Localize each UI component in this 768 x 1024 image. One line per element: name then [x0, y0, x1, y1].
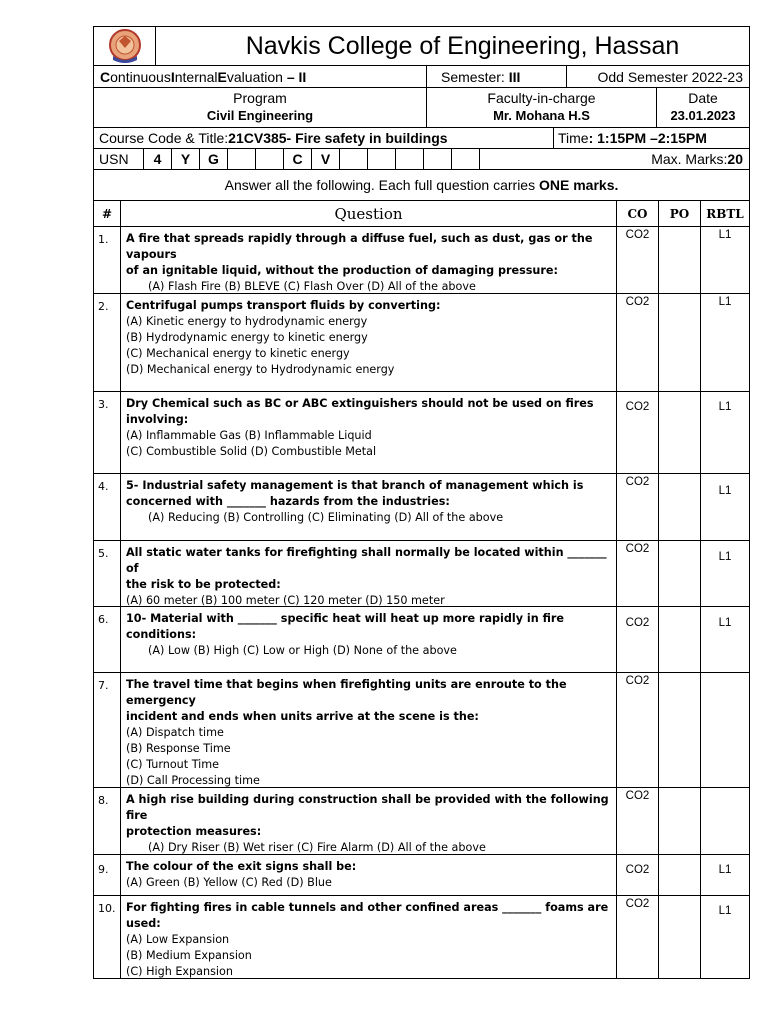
question-number: 3. — [94, 392, 121, 473]
instructions — [93, 170, 750, 201]
question-paper — [93, 26, 750, 979]
question-option: (D) Mechanical energy to Hydrodynamic energy — [126, 363, 395, 376]
semester-label: Semester: — [441, 68, 505, 85]
program-outcome — [659, 294, 701, 391]
program-row — [93, 88, 750, 128]
exam-title-i: I — [170, 68, 175, 85]
question-stem-line: For fighting fires in cable tunnels and other confined areas _______ foams are — [126, 901, 609, 914]
usn-box[interactable] — [424, 149, 452, 169]
course-outcome: CO2 — [617, 673, 659, 787]
question-option: (C) Mechanical energy to kinetic energy — [126, 347, 350, 360]
question-text — [121, 541, 617, 606]
usn-box[interactable] — [452, 149, 480, 169]
question-text — [121, 855, 617, 895]
question-stem-line: 5- Industrial safety management is that branch of management which is — [126, 479, 584, 492]
faculty — [427, 88, 657, 127]
rbtl-level: L1 — [718, 296, 732, 308]
question-stem-line: the risk to be protected: — [126, 578, 281, 591]
semester — [427, 66, 567, 87]
program-outcome — [659, 788, 701, 854]
question-row — [93, 855, 750, 896]
exam-title-number: – II — [286, 68, 307, 85]
exam-title-ontinuous: ontinuous — [110, 68, 171, 85]
course-outcome: CO2 — [617, 294, 659, 391]
question-option: (A) Low Expansion — [126, 933, 230, 946]
time-label: Time — [558, 130, 589, 146]
usn-box[interactable] — [396, 149, 424, 169]
header-question: Question — [121, 201, 617, 226]
program — [94, 88, 427, 127]
table-header — [93, 201, 750, 227]
question-number: 1. — [94, 227, 121, 293]
header-co: CO — [617, 201, 659, 226]
question-text — [121, 673, 617, 787]
usn-box[interactable] — [256, 149, 284, 169]
question-text — [121, 227, 617, 293]
question-option: (A) Reducing (B) Controlling (C) Eliminating (D) All of the above — [148, 511, 504, 524]
instructions-text: Answer all the following. Each full question carries — [224, 177, 536, 193]
question-option: (B) Response Time — [126, 742, 231, 755]
faculty-value: Mr. Mohana H.S — [493, 108, 590, 123]
program-outcome — [659, 227, 701, 293]
question-row — [93, 474, 750, 541]
usn-box[interactable]: 4 — [144, 149, 172, 169]
question-option: (C) High Expansion — [126, 965, 233, 978]
program-outcome — [659, 392, 701, 473]
question-text — [121, 474, 617, 540]
question-stem-line: The colour of the exit signs shall be: — [126, 860, 357, 873]
question-number: 8. — [94, 788, 121, 854]
cie-row — [93, 66, 750, 88]
question-row — [93, 392, 750, 474]
rbtl-level: L1 — [718, 485, 732, 497]
question-row — [93, 788, 750, 855]
question-number: 7. — [94, 673, 121, 787]
course-outcome: CO2 — [617, 896, 659, 978]
exam-title-valuation: valuation — [226, 68, 283, 85]
odd-semester: Odd Semester 2022-23 — [597, 68, 743, 85]
question-option: (B) Hydrodynamic energy to kinetic energy — [126, 331, 368, 344]
max-marks-value: 20 — [727, 151, 743, 167]
course-outcome: CO2 — [617, 392, 659, 473]
rbtl-level: L1 — [718, 864, 732, 876]
program-outcome — [659, 607, 701, 672]
question-text — [121, 896, 617, 978]
college-name: Navkis College of Engineering, Hassan — [245, 31, 680, 60]
question-text — [121, 294, 617, 391]
question-option: (C) Turnout Time — [126, 758, 220, 771]
rbtl-level: L1 — [718, 905, 732, 917]
college-logo — [94, 27, 156, 65]
rbtl-level: L1 — [718, 617, 732, 629]
question-stem-line: of an ignitable liquid, without the production of damaging pressure: — [126, 264, 558, 277]
question-number: 2. — [94, 294, 121, 391]
question-row — [93, 607, 750, 673]
question-list — [93, 227, 750, 979]
question-row — [93, 294, 750, 392]
rbtl-level: L1 — [718, 401, 732, 413]
question-option: (A) Flash Fire (B) BLEVE (C) Flash Over (D) All of the above — [148, 280, 476, 293]
course-outcome: CO2 — [617, 474, 659, 540]
question-option: (A) Green (B) Yellow (C) Red (D) Blue — [126, 876, 332, 889]
program-outcome — [659, 896, 701, 978]
question-text — [121, 392, 617, 473]
question-stem-line: A high rise building during construction shall be provided with the following fire — [126, 793, 609, 822]
question-number: 9. — [94, 855, 121, 895]
semester-value: III — [508, 68, 521, 85]
question-text — [121, 607, 617, 672]
usn-box[interactable]: Y — [172, 149, 200, 169]
question-stem-line: Dry Chemical such as BC or ABC extinguishers should not be used on fires — [126, 397, 594, 410]
question-option: (A) Low (B) High (C) Low or High (D) None of the above — [148, 644, 457, 657]
usn-label: USN — [94, 149, 144, 169]
date — [657, 88, 749, 127]
program-outcome — [659, 541, 701, 606]
question-stem-line: incident and ends when units arrive at the scene is the: — [126, 710, 479, 723]
question-number: 4. — [94, 474, 121, 540]
max-marks-label: Max. Marks: — [651, 151, 728, 167]
program-label: Program — [233, 90, 287, 106]
time-value: : 1:15PM –2:15PM — [588, 130, 707, 146]
max-marks — [480, 149, 749, 169]
program-value: Civil Engineering — [206, 108, 314, 123]
faculty-label: Faculty-in-charge — [487, 90, 596, 106]
question-stem-line: concerned with _______ hazards from the industries: — [126, 495, 450, 508]
course-row — [93, 128, 750, 149]
question-stem-line: used: — [126, 917, 161, 930]
rbtl-level — [701, 673, 749, 787]
time — [554, 128, 749, 148]
usn-row — [93, 149, 750, 170]
rbtl-level — [701, 788, 749, 854]
exam-title-e: E — [217, 68, 227, 85]
header-rbtl: RBTL — [706, 206, 744, 221]
course-outcome: CO2 — [617, 855, 659, 895]
instructions-bold: ONE marks. — [539, 177, 619, 193]
question-row — [93, 541, 750, 607]
course — [94, 128, 554, 148]
program-outcome — [659, 474, 701, 540]
question-row — [93, 673, 750, 788]
rbtl-level: L1 — [718, 551, 732, 563]
program-outcome — [659, 673, 701, 787]
course-label: Course Code & Title: — [99, 130, 229, 146]
question-option: (A) Kinetic energy to hydrodynamic energy — [126, 315, 368, 328]
question-stem-line: conditions: — [126, 628, 197, 641]
course-value: 21CV385- Fire safety in buildings — [228, 130, 448, 146]
course-outcome: CO2 — [617, 788, 659, 854]
course-outcome: CO2 — [617, 227, 659, 293]
question-option: (A) Dispatch time — [126, 726, 224, 739]
usn-box[interactable]: G — [200, 149, 228, 169]
question-number: 5. — [94, 541, 121, 606]
header-number: # — [94, 201, 121, 226]
college-emblem-icon — [103, 28, 147, 64]
usn-box[interactable] — [340, 149, 368, 169]
exam-title-c: C — [100, 68, 111, 85]
question-option: (A) 60 meter (B) 100 meter (C) 120 meter (D) 150 meter — [126, 594, 445, 607]
exam-title-nternal: nternal — [174, 68, 218, 85]
usn-box[interactable] — [368, 149, 396, 169]
question-stem-line: involving: — [126, 413, 189, 426]
date-label: Date — [688, 90, 718, 106]
question-stem-line: protection measures: — [126, 825, 262, 838]
question-stem-line: Centrifugal pumps transport fluids by converting: — [126, 299, 441, 312]
program-outcome — [659, 855, 701, 895]
header-row — [93, 26, 750, 66]
question-stem-line: All static water tanks for firefighting shall normally be located within _______ of — [126, 546, 607, 575]
question-text — [121, 788, 617, 854]
question-option: (B) Medium Expansion — [126, 949, 252, 962]
question-stem-line: 10- Material with _______ specific heat will heat up more rapidly in fire — [126, 612, 564, 625]
exam-title — [94, 66, 427, 87]
course-outcome: CO2 — [617, 607, 659, 672]
usn-box[interactable]: V — [312, 149, 340, 169]
usn-box[interactable]: C — [284, 149, 312, 169]
date-value: 23.01.2023 — [670, 108, 736, 123]
course-outcome: CO2 — [617, 541, 659, 606]
question-option: (D) Call Processing time — [126, 774, 260, 787]
question-row — [93, 227, 750, 294]
question-option: (A) Inflammable Gas (B) Inflammable Liquid — [126, 429, 372, 442]
rbtl-level: L1 — [718, 229, 732, 241]
question-option: (A) Dry Riser (B) Wet riser (C) Fire Alarm (D) All of the above — [148, 841, 486, 854]
header-po: PO — [659, 201, 701, 226]
question-number: 10. — [94, 896, 121, 978]
question-option: (C) Combustible Solid (D) Combustible Metal — [126, 445, 377, 458]
question-row — [93, 896, 750, 979]
question-stem-line: A fire that spreads rapidly through a diffuse fuel, such as dust, gas or the vapours — [126, 232, 593, 261]
usn-box[interactable] — [228, 149, 256, 169]
question-stem-line: The travel time that begins when firefighting units are enroute to the emergency — [126, 678, 567, 707]
question-number: 6. — [94, 607, 121, 672]
